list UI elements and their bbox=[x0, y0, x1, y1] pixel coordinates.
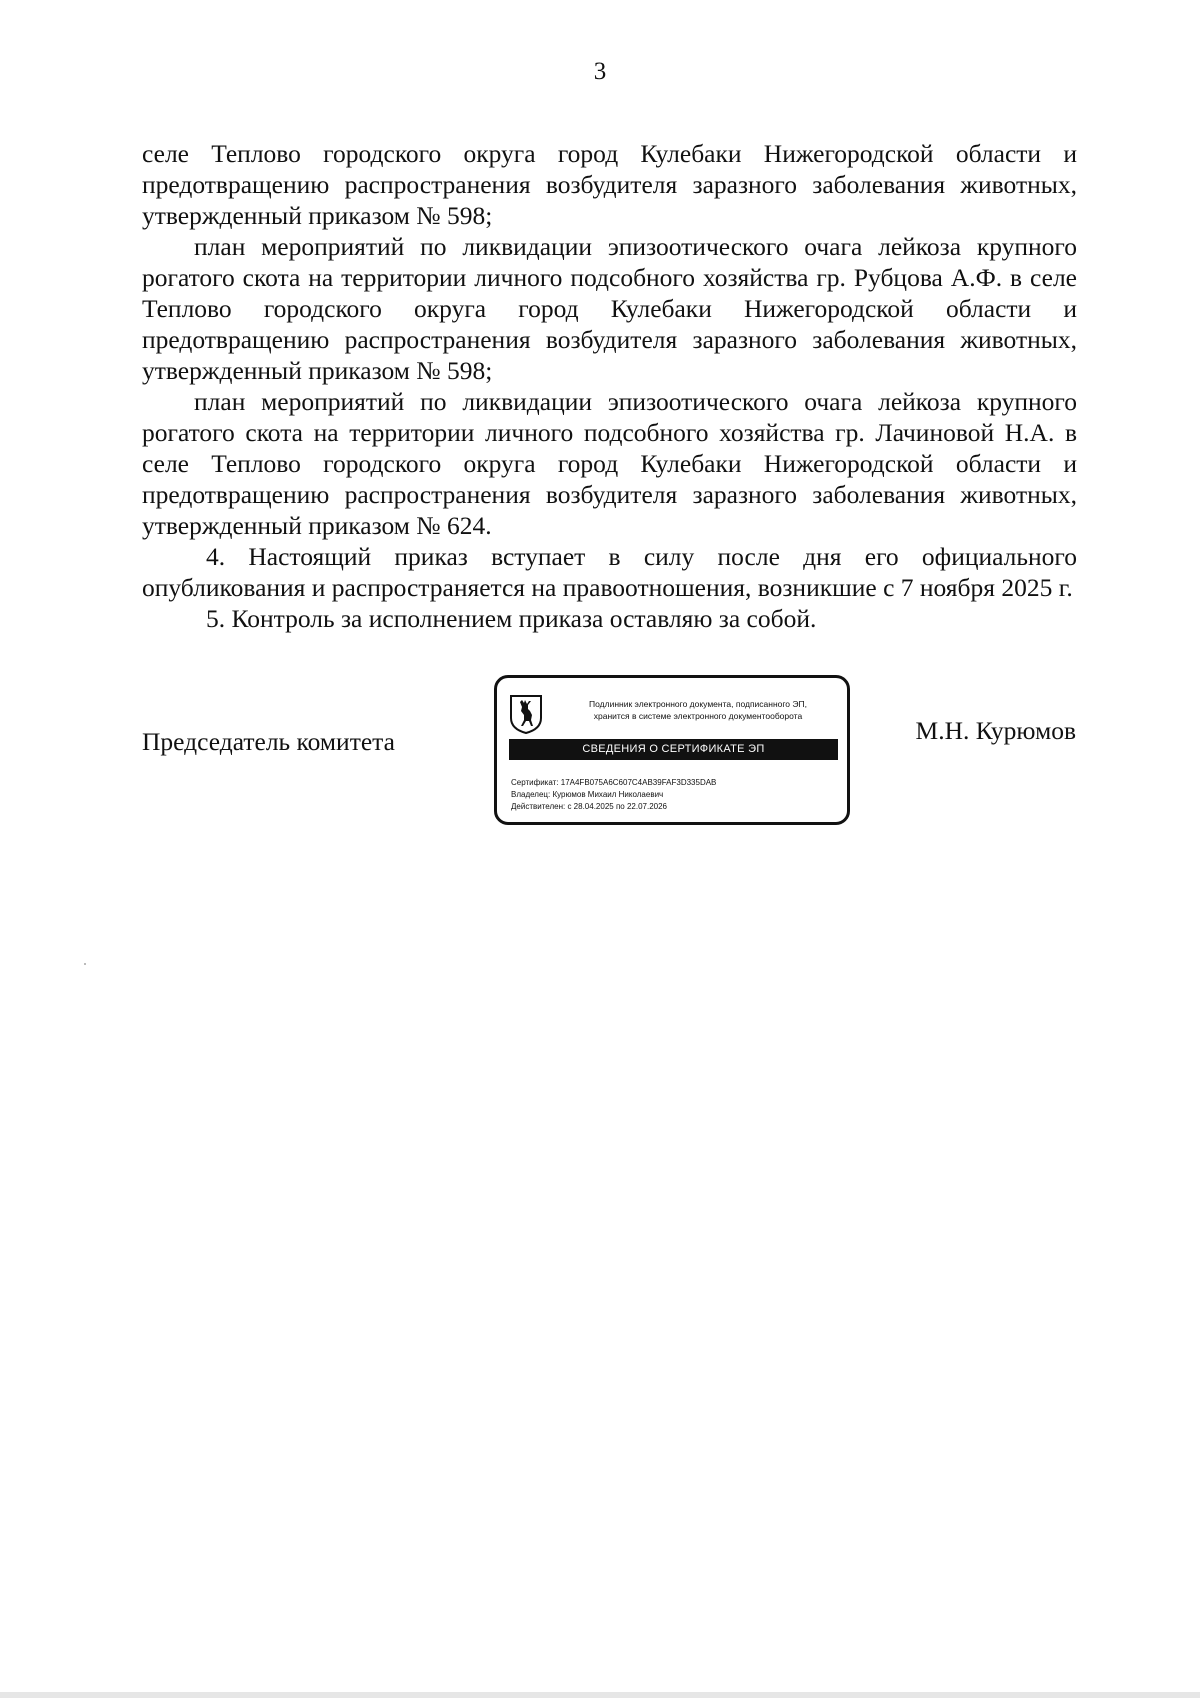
stamp-header-line-2: хранится в системе электронного документооборота bbox=[593, 711, 803, 721]
stamp-validity: Действителен: с 28.04.2025 по 22.07.2026 bbox=[511, 802, 667, 811]
stamp-header-line-1: Подлинник электронного документа, подписанного ЭП, bbox=[589, 699, 807, 709]
scan-artifact bbox=[84, 963, 86, 965]
stamp-owner: Владелец: Курюмов Михаил Николаевич bbox=[511, 790, 664, 799]
paragraph-item-4: 4. Настоящий приказ вступает в силу после дня его официального опубликования и распространяется на правоотношения, возникшие с 7 ноября 2025 г. bbox=[142, 542, 1077, 602]
paragraph-item-5: 5. Контроль за исполнением приказа оставляю за собой. bbox=[206, 604, 817, 633]
stamp-certificate-number: Сертификат: 17A4FB075A6C607C4AB39FAF3D335DAB bbox=[511, 778, 717, 787]
paragraph-continuation: селе Теплово городского округа город Кулебаки Нижегородской области и предотвращению распространения возбудителя заразного заболевания животных, утвержденный приказом № 598; bbox=[142, 139, 1077, 230]
stamp-details bbox=[511, 777, 841, 813]
paragraph-plan-lachinova: план мероприятий по ликвидации эпизоотического очага лейкоза крупного рогатого скота на территории личного подсобного хозяйства гр. Лачиновой Н.А. в селе Теплово городского округа город Кулебаки Нижегородской области и предотвращению распространения возбудителя заразного заболевания животных, утвержденный приказом № 624. bbox=[142, 387, 1077, 540]
stamp-certificate-bar: СВЕДЕНИЯ О СЕРТИФИКАТЕ ЭП bbox=[509, 739, 838, 760]
signatory-name: М.Н. Курюмов bbox=[915, 716, 1076, 745]
electronic-signature-stamp bbox=[494, 675, 850, 825]
signatory-role: Председатель комитета bbox=[142, 727, 395, 756]
coat-of-arms-deer-icon bbox=[509, 694, 543, 734]
scan-bottom-edge bbox=[0, 1692, 1200, 1698]
stamp-header bbox=[553, 698, 843, 722]
page-number: 3 bbox=[593, 58, 607, 85]
paragraph-plan-rubtsov: план мероприятий по ликвидации эпизоотического очага лейкоза крупного рогатого скота на территории личного подсобного хозяйства гр. Рубцова А.Ф. в селе Теплово городского округа город Кулебаки Нижегородской области и предотвращению распространения возбудителя заразного заболевания животных, утвержденный приказом № 598; bbox=[142, 232, 1077, 385]
document-body bbox=[142, 138, 1077, 634]
